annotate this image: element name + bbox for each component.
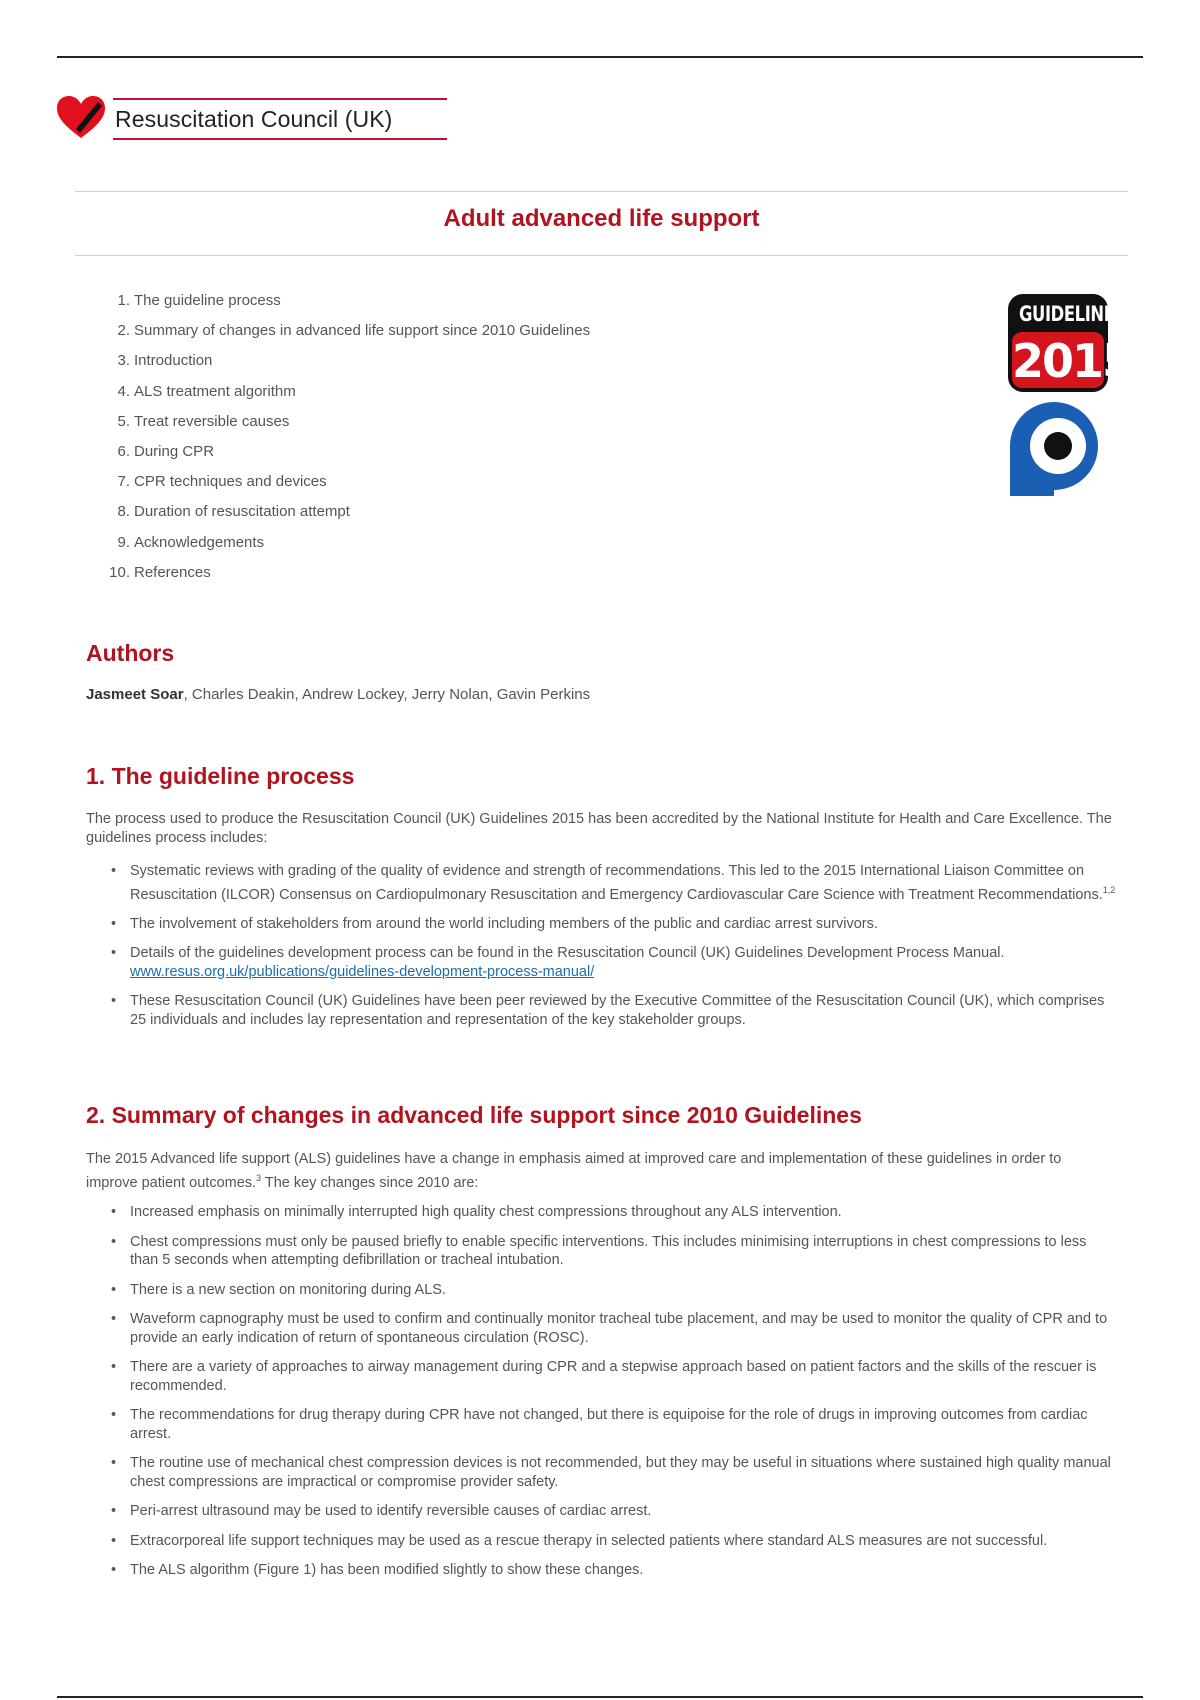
lead-author: Jasmeet Soar [86, 686, 184, 703]
list-item: • The ALS algorithm (Figure 1) has been modified slightly to show these changes. [86, 1561, 1116, 1580]
list-item: • Extracorporeal life support techniques may be used as a rescue therapy in selected patients where standard ALS measures are not successful. [86, 1532, 1116, 1551]
list-item: • The recommendations for drug therapy during CPR have not changed, but there is equipoise for the role of drugs in improving outcomes from cardiac arrest. [86, 1406, 1116, 1443]
toc-item[interactable]: 9. Acknowledgements [117, 533, 265, 551]
section-1-heading: 1. The guideline process [86, 763, 355, 789]
list-item: • These Resuscitation Council (UK) Guidelines have been peer reviewed by the Executive Committee of the Resuscitation Council (UK), which comprises 25 individuals and includes lay representation and representation of the key stakeholder groups. [86, 992, 1116, 1029]
toc-item[interactable]: 8. Duration of resuscitation attempt [117, 503, 350, 521]
authors-heading: Authors [86, 640, 175, 666]
section-2-intro: The 2015 Advanced life support (ALS) guidelines have a change in emphasis aimed at improved care and implementation of these guidelines in order to improve patient outcomes.$^3$ The key changes since 2010 are: [86, 1151, 1062, 1191]
list-item: • Chest compressions must only be paused briefly to enable specific interventions. This includes minimising interruptions in chest compressions to less than 5 seconds when attempting defibrillation or tracheal intubation. [86, 1233, 1116, 1270]
section-2-list [86, 1203, 1116, 1591]
toc-item[interactable]: 5. Treat reversible causes [117, 412, 290, 430]
toc-item[interactable]: 1. The guideline process [117, 292, 281, 309]
authors-list [86, 686, 590, 703]
list-item: • Increased emphasis on minimally interrupted high quality chest compressions throughout any ALS intervention. [86, 1203, 1116, 1222]
org-name-frame [113, 98, 447, 140]
section-1-list [86, 862, 1116, 1040]
toc-item[interactable]: 7. CPR techniques and devices [117, 473, 327, 491]
top-rule [57, 56, 1143, 58]
logo-rule-bottom [113, 138, 447, 140]
logo-rule-top [113, 98, 447, 100]
heart-icon [57, 96, 105, 140]
guidelines-2015-badge [1008, 294, 1133, 392]
toc-item[interactable]: 2. Summary of changes in advanced life support since 2010 Guidelines [117, 322, 591, 340]
org-logo [57, 96, 397, 146]
title-divider-top [75, 191, 1128, 192]
process-manual-link[interactable]: www.resus.org.uk/publications/guidelines-development-process-manual/ [130, 963, 595, 980]
badge-title: GUIDELINES [1019, 302, 1126, 326]
list-item: • The routine use of mechanical chest compression devices is not recommended, but they may be useful in situations where sustained high quality manual chest compressions are impractical or compromise provider safety. [86, 1454, 1116, 1491]
title-divider-bottom [75, 255, 1128, 256]
list-item: • The involvement of stakeholders from around the world including members of the public and cardiac arrest survivors. [86, 915, 1116, 934]
co-authors: , Charles Deakin, Andrew Lockey, Jerry Nolan, Gavin Perkins [183, 686, 591, 703]
list-item: • There is a new section on monitoring during ALS. [86, 1281, 1116, 1300]
toc-item[interactable]: 4. ALS treatment algorithm [117, 382, 296, 400]
table-of-contents [98, 292, 590, 594]
ilcor-logo-icon [1010, 402, 1106, 496]
section-1-intro: The process used to produce the Resuscitation Council (UK) Guidelines 2015 has been accredited by the National Institute for Health and Care Excellence. The guidelines process includes: [86, 811, 1112, 846]
section-2-heading: 2. Summary of changes in advanced life support since 2010 Guidelines [86, 1102, 862, 1128]
list-item: • Details of the guidelines development process can be found in the Resuscitation Council (UK) Guidelines Development Process Manual. www.resus.org.uk/publications/guidelines-development-process-manual/ [86, 944, 1116, 981]
bottom-rule [57, 1696, 1143, 1698]
toc-item[interactable]: 3. Introduction [117, 352, 213, 370]
badge-year: 2015 [1012, 334, 1133, 388]
toc-item[interactable]: 10. References [109, 563, 211, 581]
list-item: • Waveform capnography must be used to confirm and continually monitor tracheal tube placement, and may be used to monitor the quality of CPR and to provide an early indication of return of spontaneous circulation (ROSC). [86, 1310, 1116, 1347]
list-item: • Peri-arrest ultrasound may be used to identify reversible causes of cardiac arrest. [86, 1502, 1116, 1521]
org-name: Resuscitation Council (UK) [115, 106, 393, 132]
list-item: • Systematic reviews with grading of the quality of evidence and strength of recommendations. This led to the 2015 International Liaison Committee on Resuscitation (ILCOR) Consensus on Cardiopulmonary Resuscitation and Emergency Cardiovascular Care Science with Treatment Recommendations.$^{1,2}$ [86, 862, 1116, 904]
toc-item[interactable]: 6. During CPR [117, 442, 215, 460]
page-title: Adult advanced life support [443, 205, 760, 232]
list-item: • There are a variety of approaches to airway management during CPR and a stepwise approach based on patient factors and the skills of the rescuer is recommended. [86, 1358, 1116, 1395]
